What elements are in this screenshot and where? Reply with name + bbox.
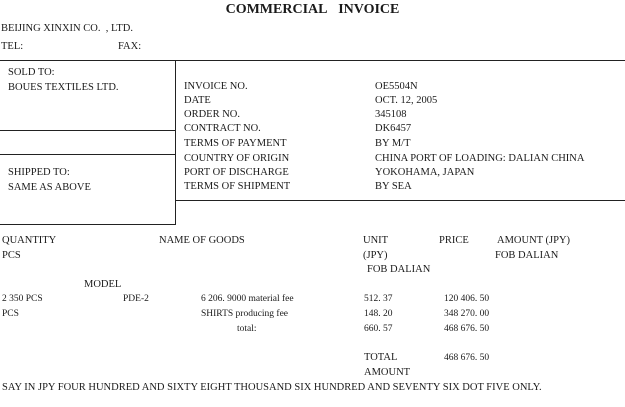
- detail-value: 345108: [375, 109, 407, 120]
- quantity-header: QUANTITY: [2, 235, 57, 246]
- row-qty: 2 350 PCS: [2, 294, 43, 304]
- detail-label: PORT OF DISCHARGE: [184, 167, 289, 178]
- row-amount: 468 676. 50: [444, 324, 490, 334]
- detail-label: DATE: [184, 95, 211, 106]
- detail-value: OCT. 12, 2005: [375, 95, 438, 106]
- unit-header: UNIT: [363, 235, 389, 246]
- row-desc: 6 206. 9000 material fee: [201, 294, 294, 304]
- row-desc: total:: [237, 324, 257, 334]
- sold-to-value: BOUES TEXTILES LTD.: [8, 82, 119, 93]
- model-label: MODEL: [84, 279, 122, 290]
- row-amount: 120 406. 50: [444, 294, 490, 304]
- jpy-header: (JPY): [363, 250, 388, 261]
- middle-rule: [0, 154, 176, 155]
- row-desc: SHIRTS producing fee: [201, 309, 289, 319]
- row-price: 660. 57: [364, 324, 393, 334]
- amount-label: AMOUNT: [364, 367, 411, 378]
- pcs-header: PCS: [2, 250, 21, 261]
- header-rule: [0, 60, 625, 61]
- detail-label: CONTRACT NO.: [184, 123, 261, 134]
- detail-label: TERMS OF PAYMENT: [184, 138, 287, 149]
- detail-value: CHINA PORT OF LOADING: DALIAN CHINA: [375, 153, 585, 164]
- sold-to-rule: [0, 130, 176, 131]
- row-amount: 348 270. 00: [444, 309, 490, 319]
- row-qty: PCS: [2, 309, 19, 319]
- fob-dalian-amount: FOB DALIAN: [495, 250, 559, 261]
- name-of-goods-header: NAME OF GOODS: [159, 235, 245, 246]
- row-price: 512. 37: [364, 294, 393, 304]
- fob-dalian-unit: FOB DALIAN: [367, 264, 431, 275]
- detail-label: TERMS OF SHIPMENT: [184, 181, 291, 192]
- amount-in-words: SAY IN JPY FOUR HUNDRED AND SIXTY EIGHT THOUSAND SIX HUNDRED AND SEVENTY SIX DOT FIVE ONLY.: [2, 382, 542, 393]
- shipped-to-rule: [0, 224, 176, 225]
- sold-to-label: SOLD TO:: [8, 67, 55, 78]
- detail-value: YOKOHAMA, JAPAN: [375, 167, 475, 178]
- amount-jpy-header: AMOUNT (JPY): [497, 235, 571, 246]
- details-rule: [176, 200, 625, 201]
- total-value: 468 676. 50: [444, 353, 490, 363]
- detail-label: COUNTRY OF ORIGIN: [184, 153, 290, 164]
- detail-value: BY M/T: [375, 138, 411, 149]
- tel-label: TEL:: [1, 41, 24, 52]
- detail-value: OE5504N: [375, 81, 418, 92]
- row-price: 148. 20: [364, 309, 393, 319]
- detail-value: BY SEA: [375, 181, 412, 192]
- shipped-to-label: SHIPPED TO:: [8, 167, 70, 178]
- detail-label: ORDER NO.: [184, 109, 241, 120]
- price-header: PRICE: [439, 235, 469, 246]
- detail-label: INVOICE NO.: [184, 81, 248, 92]
- seller-name: BEIJING XINXIN CO. , LTD.: [1, 23, 134, 34]
- shipped-to-value: SAME AS ABOVE: [8, 182, 91, 193]
- fax-label: FAX:: [118, 41, 142, 52]
- document-title: COMMERCIAL INVOICE: [225, 2, 400, 17]
- row-model: PDE-2: [123, 294, 149, 304]
- detail-value: DK6457: [375, 123, 412, 134]
- total-label: TOTAL: [364, 352, 398, 363]
